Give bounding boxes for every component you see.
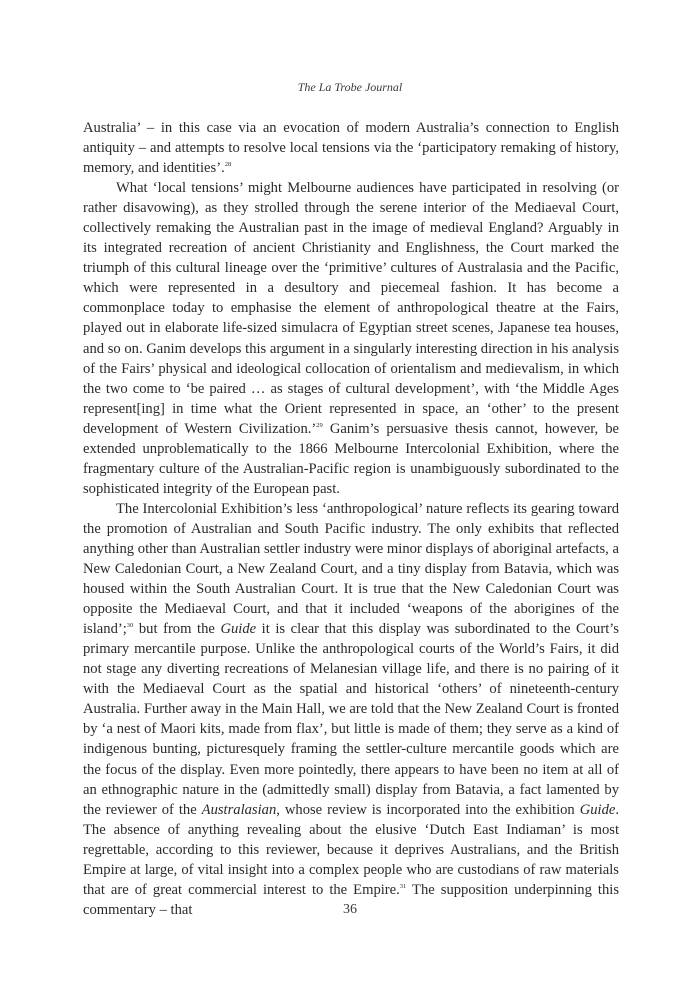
footnote-ref-28[interactable]: 28: [224, 161, 232, 169]
paragraph-3-text-e: . The absence of anything revealing about the elusive ‘Dutch East Indiaman’ is most regrettable, according to this reviewer, because it deprives Australians, and the British Empire at large, of vital insight into a complex people who are custodians of raw materials that are of great commercial interest to the Empire.: [83, 801, 620, 898]
paragraph-3-text-c: it is clear that this display was subordinated to the Court’s primary mercantile purpose. Unlike the anthropological courts of the World’s Fairs, it did not stage any diverting recreations of Melanesian village life, and there is no pairing of it with the Mediaeval Court as the spatial and historical ‘others’ of nineteenth-century Australia. Further away in the Main Hall, we are told that the New Zealand Court is fronted by ‘a nest of Maori kits, made from flax’, but little is made of them; they serve as a kind of indigenous bunting, picturesquely framing the settler-culture mercantile goods which are the focus of the display. Even more pointedly, there appears to have been no item at all of an ethnographic nature in the (admittedly small) display from Batavia, a fact lamented by the reviewer of the: [83, 621, 619, 818]
footnote-ref-30[interactable]: 30: [126, 622, 134, 630]
footnote-ref-29[interactable]: 29: [316, 421, 323, 429]
guide-title-italic-2: Guide: [579, 801, 616, 818]
paragraph-3-text-b: but from the: [133, 621, 221, 638]
paragraph-3-text-d: , whose review is incorporated into the exhibition: [276, 801, 580, 818]
paragraph-2: [83, 178, 619, 499]
paragraph-2-text-a: What ‘local tensions’ might Melbourne audiences have participated in resolving (or rather disavowing), as they strolled through the serene interior of the Mediaeval Court, collectively remaking the Australian past in the image of medieval England? Arguably in its integrated recreation of ancient Christianity and Englishness, the Court marked the triumph of this cultural lineage over the ‘primitive’ cultures of Australasia and the Pacific, which were represented in a desultory and piecemeal fashion. It has become a commonplace today to emphasise the element of anthropological theatre at the Fairs, played out in elaborate life-sized simulacra of Egyptian street scenes, Japanese tea houses, and so on. Ganim develops this argument in a singularly interesting direction in his analysis of the Fairs’ physical and ideological collocation of orientalism and medievalism, in which the two come to ‘be paired … as stages of cultural development’, with ‘the Middle Ages represent[ing] in time what the Orient represented in space, an ‘other’ to the present development of Western Civilization.’: [83, 180, 619, 437]
paragraph-3-text-f: The supposition underpinning this commentary – that: [83, 881, 620, 918]
guide-title-italic: Guide: [220, 621, 257, 638]
paragraph-3-text-a: The Intercolonial Exhibition’s less ‘anthropological’ nature reflects its gearing toward the promotion of Australian and South Pacific industry. The only exhibits that reflected anything other than Australian settler industry were minor displays of aboriginal artefacts, a New Caledonian Court, a New Zealand Court, and a tiny display from Batavia, which was housed within the South Australian Court. It is true that the New Caledonian Court was opposite the Mediaeval Court, and that it included ‘weapons of the aborigines of the island’;: [83, 500, 619, 638]
body-text: [83, 118, 619, 920]
paragraph-1: [83, 118, 619, 178]
footnote-ref-31[interactable]: 31: [399, 882, 407, 890]
paragraph-2-text-b: Ganim’s persuasive thesis cannot, however, be extended unproblematically to the 1866 Melbourne Intercolonial Exhibition, where the fragmentary culture of the Australian-Pacific region is unambiguously subordinated to the sophisticated integrity of the European past.: [83, 420, 619, 497]
paragraph-3: [83, 499, 619, 920]
running-header: The La Trobe Journal: [297, 80, 403, 94]
page-number: 36: [343, 902, 357, 917]
paragraph-1-text: Australia’ – in this case via an evocation of modern Australia’s connection to English antiquity – and attempts to resolve local tensions via the ‘participatory remaking of history, memory, and identities’.: [83, 120, 619, 177]
australasian-title-italic: Australasian: [201, 801, 277, 818]
